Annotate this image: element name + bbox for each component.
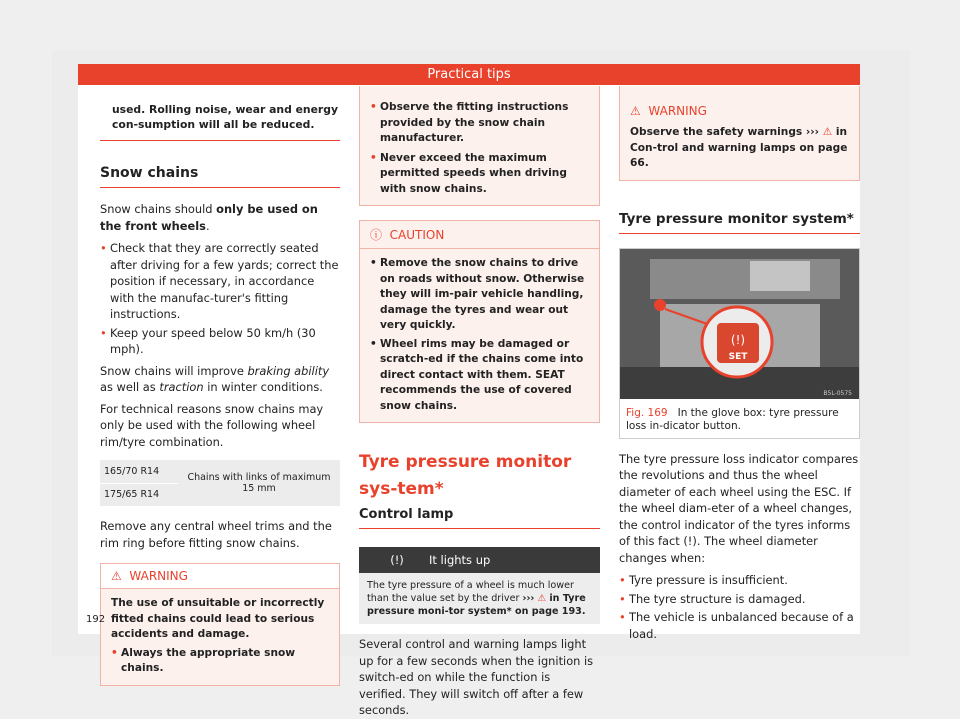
figure-caption: Fig. 169 In the glove box: tyre pressure loss in-dicator button. (626, 406, 839, 432)
snow-chains-heading: Snow chains (100, 165, 340, 188)
glove-box-image (620, 249, 859, 399)
warning-box (100, 563, 340, 686)
tpms-bullet-3: • The vehicle is unbalanced because of a load. (619, 610, 854, 641)
table-cell: Chains with links of maximum 15 mm (187, 472, 331, 494)
intro-box (100, 86, 340, 141)
lamp-paragraph: Several control and warning lamps light up for a few seconds when the ignition is switch-ed on while the function is verified. They will switch off after a few seconds. (359, 637, 594, 717)
warning-header: ⚠ WARNING (101, 564, 339, 589)
tpms-bullet-2: • The tyre structure is damaged. (619, 591, 806, 606)
image-code: B5L-0575 (823, 389, 852, 397)
warning-icon: ⚠ (111, 569, 122, 583)
warning-header-2: ⚠ WARNING (620, 86, 859, 123)
lamp-table-body (359, 573, 600, 624)
warning-bullet: • Always the appropriate snow chains. (111, 646, 296, 674)
info-icon: ⓘ (370, 228, 383, 242)
snow-p1: Snow chains should only be used on the front wheels. (100, 202, 318, 233)
page-header: Practical tips (78, 64, 860, 85)
warning-icon: ⚠ (537, 593, 547, 604)
warning-text: The use of unsuitable or incorrectly fitted chains could lead to serious accidents and damage. (111, 597, 325, 640)
intro-text: used. Rolling noise, wear and energy con-sumption will all be reduced. (112, 103, 338, 131)
svg-text:(!): (!) (730, 332, 746, 347)
tpms-main-title: Tyre pressure monitor sys-tem* (359, 452, 572, 499)
snow-bullet-2: • Keep your speed below 50 km/h (30 mph). (100, 325, 316, 356)
snow-p4: Remove any central wheel trims and the rim ring before fitting snow chains. (100, 519, 332, 550)
caution-box (359, 220, 600, 423)
tpms-heading: Tyre pressure monitor system* (619, 211, 860, 234)
warning-icon: ⚠ (630, 104, 641, 118)
tyre-pressure-icon: (!) (390, 553, 404, 567)
caution-bullet-1: • Remove the snow chains to drive on roads without snow. Otherwise they will im-pair vehicle handling, damage the tyres and wear out very quickly. (370, 257, 585, 331)
warning-2-text: Observe the safety warnings ››› ⚠ in Con-trol and warning lamps on page 66. (630, 126, 848, 169)
caution-bullet-2: • Wheel rims may be damaged or scratch-ed if the chains come into direct contact with them. SEAT recommends the use of covered snow chains. (370, 337, 584, 412)
set-label: SET (728, 351, 748, 362)
column-1 (100, 86, 340, 686)
lamp-text: The tyre pressure of a wheel is much lower than the value set by the driver ››› ⚠ in Tyre pressure moni-tor system* on page 193. (367, 580, 586, 617)
tpms-paragraph: The tyre pressure loss indicator compares the revolutions and thus the wheel diameter of each wheel using the ESC. If the wheel diam-eter of a wheel changes, the control indicator of the tyres informs of this fact (!). The wheel diameter changes when: (619, 451, 859, 565)
warning-icon: ⚠ (822, 126, 833, 138)
table-cell: 175/65 R14 (104, 489, 160, 501)
page-number: 192 (86, 614, 106, 625)
lamp-table-header (359, 547, 600, 573)
caution-header: ⓘ CAUTION (360, 221, 599, 249)
column-3 (619, 86, 860, 642)
column-2 (359, 86, 600, 719)
tpms-bullet-1: • Tyre pressure is insufficient. (619, 573, 788, 587)
chain-box (359, 86, 600, 206)
warning-box-2 (619, 86, 860, 181)
table-cell: 165/70 R14 (100, 460, 178, 483)
snow-p2: Snow chains will improve braking ability as well as traction in winter conditions. (100, 363, 330, 394)
lamp-state: It lights up (429, 553, 491, 567)
snow-bullet-1: • Check that they are correctly seated after driving for a few yards; correct the position if necessary, in accordance with the manufac-turer's fitting instructions. (100, 241, 339, 321)
snow-p3: For technical reasons snow chains may only be used with the following wheel rim/tyre combination. (100, 401, 324, 449)
control-lamp-heading: Control lamp (359, 507, 600, 529)
figure-169 (619, 248, 860, 439)
chain-bullet-1: • Observe the fitting instructions provided by the snow chain manufacturer. (370, 101, 569, 144)
chain-bullet-2: • Never exceed the maximum permitted speeds when driving with snow chains. (370, 151, 567, 195)
rim-table (100, 460, 340, 506)
tyre-pressure-icon: (!) (683, 534, 697, 548)
